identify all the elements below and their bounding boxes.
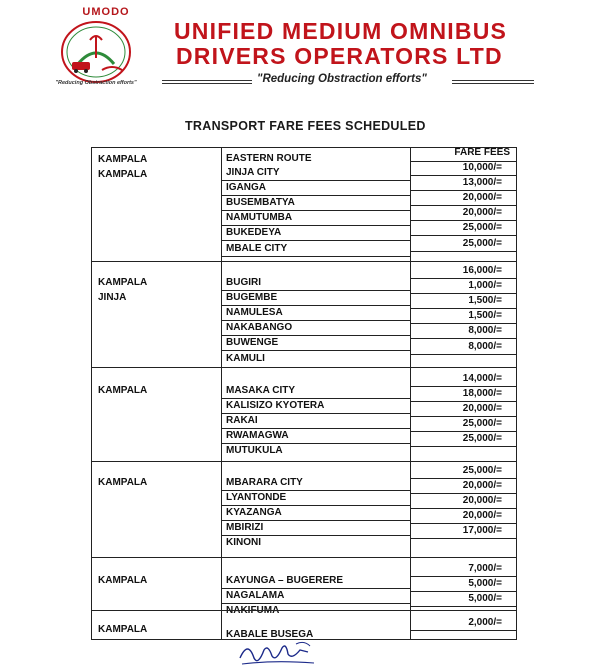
destination-cell: NAMUTUMBA	[226, 212, 293, 224]
fee-cell: 1,500/=	[468, 295, 502, 307]
fee-rule	[410, 293, 516, 294]
logo-arc-text: UMODO	[82, 6, 130, 18]
fee-cell: 25,000/=	[462, 237, 502, 249]
fee-rule	[410, 338, 516, 339]
origin-cell: KAMPALA	[98, 385, 148, 396]
destination-rule	[221, 225, 410, 226]
fee-cell: 20,000/=	[462, 510, 502, 522]
fee-cell: 8,000/=	[468, 340, 502, 352]
org-name-line2: DRIVERS OPERATORS LTD	[176, 43, 503, 69]
fee-cell: 13,000/=	[462, 177, 502, 189]
section-rule	[92, 461, 516, 462]
section-rule	[92, 367, 516, 368]
destination-rule	[221, 350, 410, 351]
destination-cell: MASAKA CITY	[226, 385, 296, 396]
destination-rule	[221, 520, 410, 521]
destination-rule	[221, 490, 410, 491]
fee-cell: 20,000/=	[462, 495, 502, 507]
tagline-rule-right-2	[452, 83, 534, 84]
destination-cell: MBARARA CITY	[226, 477, 303, 488]
fee-rule	[410, 523, 516, 524]
tagline-rule-left	[162, 80, 252, 81]
section-rule	[92, 610, 516, 611]
destination-rule	[221, 290, 410, 291]
origin-cell: JINJA	[98, 292, 127, 304]
destination-cell: RAKAI	[226, 415, 258, 427]
destination-cell: JINJA CITY	[226, 167, 280, 178]
destination-rule	[221, 335, 410, 336]
destination-cell: BUKEDEYA	[226, 227, 282, 239]
fee-cell: 8,000/=	[468, 325, 502, 337]
fee-rule	[410, 493, 516, 494]
fee-cell: 17,000/=	[462, 525, 502, 537]
fee-rule	[410, 576, 516, 577]
fee-rule	[410, 251, 516, 252]
header-origin: KAMPALA	[98, 154, 148, 165]
logo-motto: "Reducing Obstraction efforts"	[55, 80, 137, 86]
fee-rule	[410, 538, 516, 539]
fare-table	[91, 147, 517, 640]
fee-cell: 14,000/=	[462, 373, 502, 384]
fee-rule	[410, 478, 516, 479]
fee-rule	[410, 175, 516, 176]
destination-rule	[221, 505, 410, 506]
destination-cell: KALISIZO KYOTERA	[226, 400, 325, 412]
fee-cell: 10,000/=	[462, 162, 502, 173]
fee-rule	[410, 308, 516, 309]
fee-cell: 5,000/=	[468, 578, 502, 590]
fee-rule	[410, 220, 516, 221]
destination-cell: NAGALAMA	[226, 590, 285, 602]
fee-rule	[410, 416, 516, 417]
destination-cell: MUTUKULA	[226, 445, 283, 457]
destination-cell: NAMULESA	[226, 307, 283, 319]
destination-cell: KAYUNGA – BUGERERE	[226, 575, 344, 586]
origin-cell: KAMPALA	[98, 169, 148, 180]
destination-cell: IGANGA	[226, 182, 266, 194]
fee-rule	[410, 386, 516, 387]
fee-cell: 16,000/=	[462, 265, 502, 276]
destination-rule	[221, 588, 410, 589]
origin-cell: KAMPALA	[98, 277, 148, 288]
fee-cell: 25,000/=	[462, 465, 502, 476]
fee-rule	[410, 591, 516, 592]
origin-cell: KAMPALA	[98, 575, 148, 586]
fee-rule	[410, 446, 516, 447]
fee-cell: 18,000/=	[462, 388, 502, 400]
fee-cell: 2,000/=	[468, 617, 502, 628]
fee-cell: 1,500/=	[468, 310, 502, 322]
fee-cell: 20,000/=	[462, 192, 502, 204]
tagline-rule-right	[452, 80, 534, 81]
fee-cell: 20,000/=	[462, 403, 502, 415]
signature	[234, 636, 334, 670]
destination-cell: NAKABANGO	[226, 322, 293, 334]
destination-cell: KINONI	[226, 537, 261, 549]
fee-rule	[410, 354, 516, 355]
fee-cell: 20,000/=	[462, 480, 502, 492]
destination-cell: KYAZANGA	[226, 507, 282, 519]
fee-cell: 1,000/=	[468, 280, 502, 292]
fee-rule	[410, 630, 516, 631]
origin-cell: KAMPALA	[98, 624, 148, 635]
destination-rule	[221, 603, 410, 604]
tagline: "Reducing Obstraction efforts"	[257, 73, 427, 85]
destination-cell: KABALE BUSEGA	[226, 629, 314, 640]
fee-rule	[410, 278, 516, 279]
fee-cell: 7,000/=	[468, 563, 502, 574]
destination-rule	[221, 398, 410, 399]
destination-rule	[221, 428, 410, 429]
tagline-rule-left-2	[162, 83, 252, 84]
destination-cell: BUWENGE	[226, 337, 279, 349]
fee-cell: 25,000/=	[462, 418, 502, 430]
column-divider-fees	[410, 148, 411, 639]
destination-cell	[226, 605, 279, 617]
column-divider-origin	[221, 148, 222, 639]
destination-rule	[221, 535, 410, 536]
header-fees: FARE FEES	[454, 147, 510, 158]
fee-cell: 5,000/=	[468, 593, 502, 605]
destination-rule	[221, 240, 410, 241]
destination-cell: LYANTONDE	[226, 492, 287, 504]
destination-cell: BUSEMBATYA	[226, 197, 295, 209]
document-title: TRANSPORT FARE FEES SCHEDULED	[185, 119, 426, 133]
destination-cell: BUGEMBE	[226, 292, 278, 304]
destination-cell: RWAMAGWA	[226, 430, 289, 442]
fee-cell: 20,000/=	[462, 207, 502, 219]
fee-rule	[410, 235, 516, 236]
fee-rule	[410, 606, 516, 607]
fee-rule	[410, 205, 516, 206]
fee-rule	[410, 323, 516, 324]
destination-rule	[221, 195, 410, 196]
header-route: EASTERN ROUTE	[226, 153, 312, 164]
destination-rule	[221, 180, 410, 181]
fee-rule	[410, 401, 516, 402]
destination-cell: KAMULI	[226, 352, 265, 364]
destination-rule	[221, 256, 410, 257]
fee-rule	[410, 508, 516, 509]
fee-cell: 25,000/=	[462, 222, 502, 234]
fee-cell: 25,000/=	[462, 433, 502, 445]
destination-rule	[221, 305, 410, 306]
destination-cell: MBALE CITY	[226, 242, 288, 254]
org-name-line1: UNIFIED MEDIUM OMNIBUS	[174, 18, 508, 44]
destination-cell: BUGIRI	[226, 277, 261, 288]
destination-cell: MBIRIZI	[226, 522, 264, 534]
destination-rule	[221, 320, 410, 321]
destination-rule	[221, 443, 410, 444]
destination-rule	[221, 413, 410, 414]
section-rule	[92, 261, 516, 262]
section-rule	[92, 557, 516, 558]
fee-rule	[410, 431, 516, 432]
fee-rule	[410, 190, 516, 191]
origin-cell: KAMPALA	[98, 477, 148, 488]
destination-rule	[221, 210, 410, 211]
